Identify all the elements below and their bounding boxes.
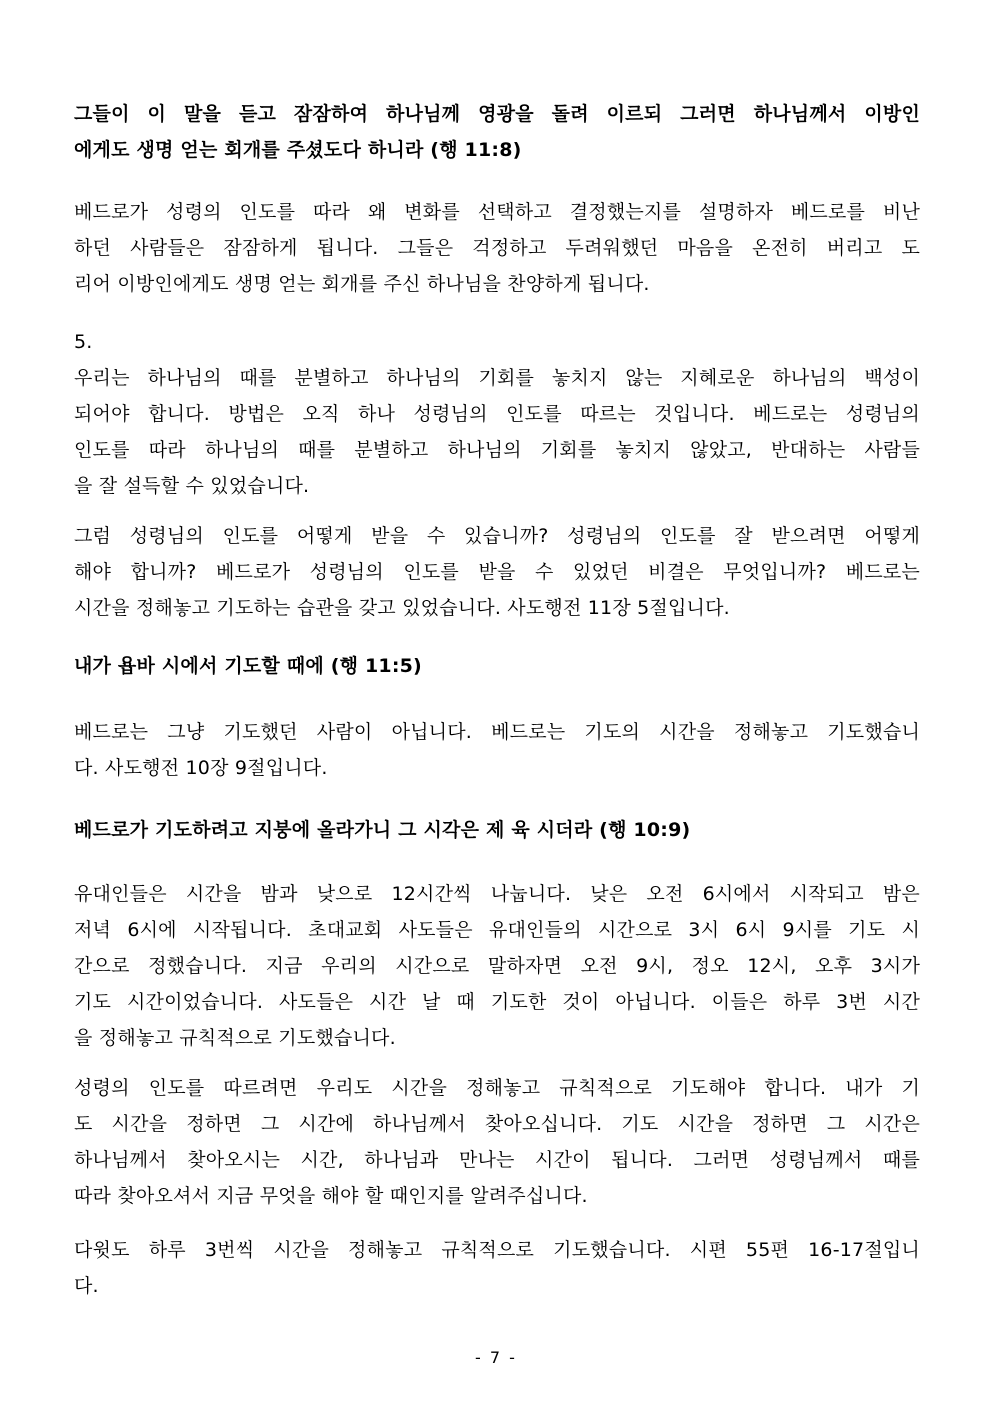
scripture-quote-acts-11-18 — [74, 96, 920, 168]
text-line: 다. — [74, 1275, 99, 1297]
paragraph-peter-prayer — [74, 714, 920, 786]
text-line: 유대인들은 시간을 밤과 낮으로 12시간씩 나눕니다. 낮은 오전 6시에서 시작되고 밤은 — [74, 883, 920, 905]
text-line: 하나님께서 찾아오시는 시간, 하나님과 만나는 시간이 됩니다. 그러면 성령님께서 때를 — [74, 1149, 920, 1171]
text-line: 간으로 정했습니다. 지금 우리의 시간으로 말하자면 오전 9시, 정오 12시, 오후 3시가 — [74, 955, 920, 977]
scripture-quote-acts-10-9 — [74, 812, 920, 848]
text-line: 도 시간을 정하면 그 시간에 하나님께서 찾아오십니다. 기도 시간을 정하면 그 시간은 — [74, 1113, 920, 1135]
text-line: 내가 욥바 시에서 기도할 때에 (행 11:5) — [74, 655, 422, 677]
paragraph-regular-prayer — [74, 1070, 920, 1214]
text-line: 다. 사도행전 10장 9절입니다. — [74, 757, 328, 779]
paragraph-peter-explanation — [74, 194, 920, 302]
section-5 — [74, 324, 920, 504]
text-line: 베드로가 성령의 인도를 따라 왜 변화를 선택하고 결정했는지를 설명하자 베드로를 비난 — [74, 201, 920, 223]
text-line: 해야 합니까? 베드로가 성령님의 인도를 받을 수 있었던 비결은 무엇입니까? 베드로는 — [74, 561, 920, 583]
text-line: 되어야 합니다. 방법은 오직 하나 성령님의 인도를 따르는 것입니다. 베드로는 성령님의 — [74, 403, 920, 425]
text-line: 다윗도 하루 3번씩 시간을 정해놓고 규칙적으로 기도했습니다. 시편 55편 16-17절입니 — [74, 1239, 920, 1261]
text-line: 베드로가 기도하려고 지붕에 올라가니 그 시각은 제 육 시더라 (행 10:9) — [74, 819, 691, 841]
text-line: 을 정해놓고 규칙적으로 기도했습니다. — [74, 1027, 396, 1049]
text-line: 을 잘 설득할 수 있었습니다. — [74, 475, 310, 497]
text-line: 베드로는 그냥 기도했던 사람이 아닙니다. 베드로는 기도의 시간을 정해놓고 기도했습니 — [74, 721, 920, 743]
paragraph-david-prayer — [74, 1232, 920, 1304]
text-line: 시간을 정해놓고 기도하는 습관을 갖고 있었습니다. 사도행전 11장 5절입니다. — [74, 597, 730, 619]
text-line: 그들이 이 말을 듣고 잠잠하여 하나님께 영광을 돌려 이르되 그러면 하나님께서 이방인 — [74, 103, 920, 125]
paragraph-spirit-guidance — [74, 518, 920, 626]
text-line: 인도를 따라 하나님의 때를 분별하고 하나님의 기회를 놓치지 않았고, 반대하는 사람들 — [74, 439, 920, 461]
text-line: 리어 이방인에게도 생명 얻는 회개를 주신 하나님을 찬양하게 됩니다. — [74, 273, 650, 295]
paragraph-jewish-time — [74, 876, 920, 1056]
text-line: 따라 찾아오셔서 지금 무엇을 해야 할 때인지를 알려주십니다. — [74, 1185, 588, 1207]
text-line: 하던 사람들은 잠잠하게 됩니다. 그들은 걱정하고 두려워했던 마음을 온전히 버리고 도 — [74, 237, 920, 259]
text-line: 그럼 성령님의 인도를 어떻게 받을 수 있습니까? 성령님의 인도를 잘 받으려면 어떻게 — [74, 525, 920, 547]
text-line: 우리는 하나님의 때를 분별하고 하나님의 기회를 놓치지 않는 지혜로운 하나님의 백성이 — [74, 367, 920, 389]
page-number: - 7 - — [475, 1348, 517, 1367]
text-line: 성령의 인도를 따르려면 우리도 시간을 정해놓고 규칙적으로 기도해야 합니다. 내가 기 — [74, 1077, 920, 1099]
text-line: 에게도 생명 얻는 회개를 주셨도다 하니라 (행 11:8) — [74, 139, 522, 161]
text-line: 기도 시간이었습니다. 사도들은 시간 날 때 기도한 것이 아닙니다. 이들은 하루 3번 시간 — [74, 991, 920, 1013]
section-number: 5. — [74, 331, 93, 353]
scripture-quote-acts-11-5 — [74, 648, 920, 684]
text-line: 저녁 6시에 시작됩니다. 초대교회 사도들은 유대인들의 시간으로 3시 6시 9시를 기도 시 — [74, 919, 920, 941]
